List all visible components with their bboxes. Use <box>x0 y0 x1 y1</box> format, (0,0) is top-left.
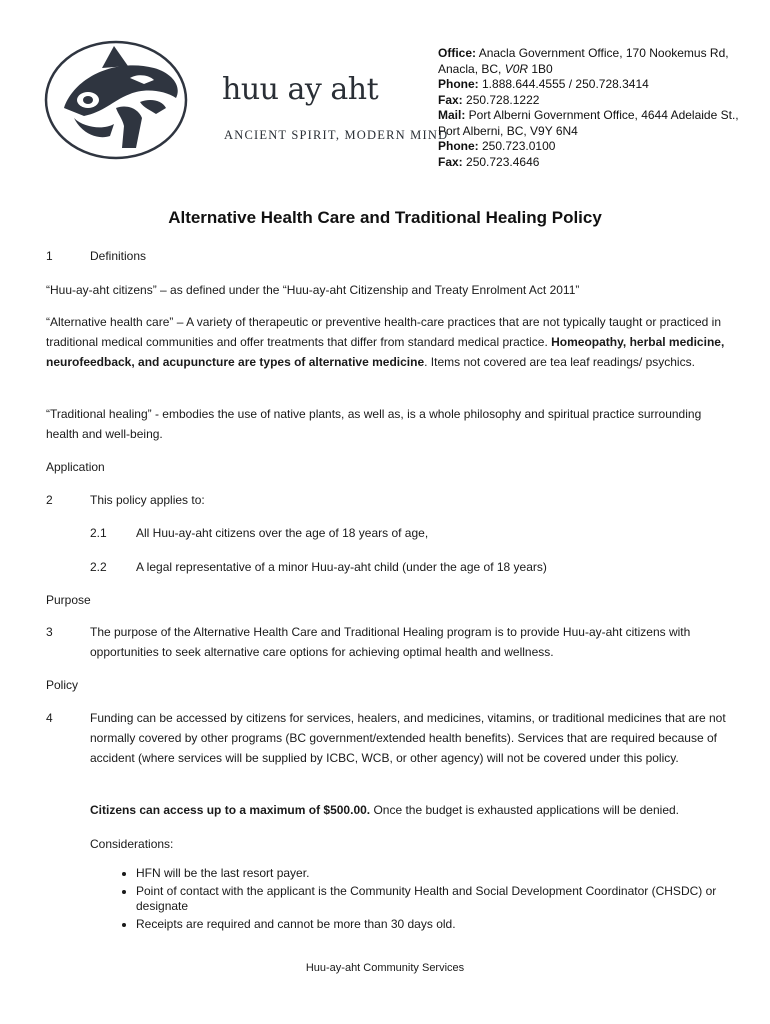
maximum-amount-line: Citizens can access up to a maximum of $500.00. Once the budget is exhausted applications will be denied. <box>90 803 679 817</box>
considerations-heading: Considerations: <box>90 837 174 851</box>
list-item: • HFN will be the last resort payer. <box>136 866 736 881</box>
section-4-text: Funding can be accessed by citizens for services, healers, and medicines, vitamins, or traditional medicines that are not normally covered by other programs (BC government/extended health benefits). Services that are required because of accident (where services will be supplied by ICBC, WCB, or other agency) will not be covered under this policy. <box>90 711 726 765</box>
section-3-number: 3 <box>46 625 53 639</box>
organization-logo <box>44 38 449 162</box>
definition-citizens: “Huu-ay-aht citizens” – as defined under the “Huu-ay-aht Citizenship and Treaty Enrolment Act 2011” <box>46 283 580 297</box>
section-4-number: 4 <box>46 711 53 725</box>
policy-heading: Policy <box>46 678 79 692</box>
purpose-heading: Purpose <box>46 593 91 607</box>
section-1-number: 1 <box>46 249 53 263</box>
section-2-number: 2 <box>46 493 53 507</box>
brand-tagline: ANCIENT SPIRIT, MODERN MIND <box>224 128 449 142</box>
section-2-1-number: 2.1 <box>90 526 107 540</box>
section-3-text: The purpose of the Alternative Health Care and Traditional Healing program is to provide Huu-ay-aht citizens with opportunities to seek alternative care options for achieving optimal health and wellness. <box>90 625 691 659</box>
section-2-2-text: A legal representative of a minor Huu-ay-aht child (under the age of 18 years) <box>136 560 547 574</box>
phone-line-1: Phone: 1.888.644.4555 / 250.728.3414 <box>438 77 649 91</box>
fax-line-1: Fax: 250.728.1222 <box>438 92 540 107</box>
fax-line-2: Fax: 250.723.4646 <box>438 154 540 169</box>
mail-line-2: Port Alberni, BC, V9Y 6N4 <box>438 123 578 138</box>
mail-line-1: Mail: Port Alberni Government Office, 4644 Adelaide St., <box>438 108 739 122</box>
contact-block <box>438 46 758 170</box>
section-2-1-text: All Huu-ay-aht citizens over the age of 18 years of age, <box>136 526 429 540</box>
section-2-text: This policy applies to: <box>90 493 205 507</box>
definition-alternative-health-care: “Alternative health care” – A variety of therapeutic or preventive health-care practices that are not typically taught or practiced in traditional medical communities and offer treatments that differ from standard medical practice. Homeopathy, herbal medicine, neurofeedback, and acupuncture are types of alternative medicine. Items not covered are tea leaf readings/ psychics. <box>46 315 725 369</box>
definition-traditional-healing: “Traditional healing” - embodies the use of native plants, as well as, is a whole philosophy and spiritual practice surrounding health and well-being. <box>46 407 702 441</box>
list-item: • Receipts are required and cannot be more than 30 days old. <box>136 917 736 932</box>
considerations-list <box>90 866 736 935</box>
page-footer: Huu-ay-aht Community Services <box>305 962 465 974</box>
section-2-2-number: 2.2 <box>90 560 107 574</box>
office-line-1: Office: Anacla Government Office, 170 Nookemus Rd, <box>438 46 729 60</box>
orca-logo-icon <box>44 38 194 162</box>
application-heading: Application <box>46 460 105 474</box>
phone-line-2: Phone: 250.723.0100 <box>438 139 556 153</box>
document-title: Alternative Health Care and Traditional Healing Policy <box>168 208 602 227</box>
section-1-heading: Definitions <box>90 249 147 263</box>
office-line-2: Anacla, BC, V0R 1B0 <box>438 61 553 76</box>
list-item: • Point of contact with the applicant is the Community Health and Social Development Coordinator (CHSDC) or designate <box>136 884 736 914</box>
brand-name: huu ay aht <box>222 72 379 107</box>
